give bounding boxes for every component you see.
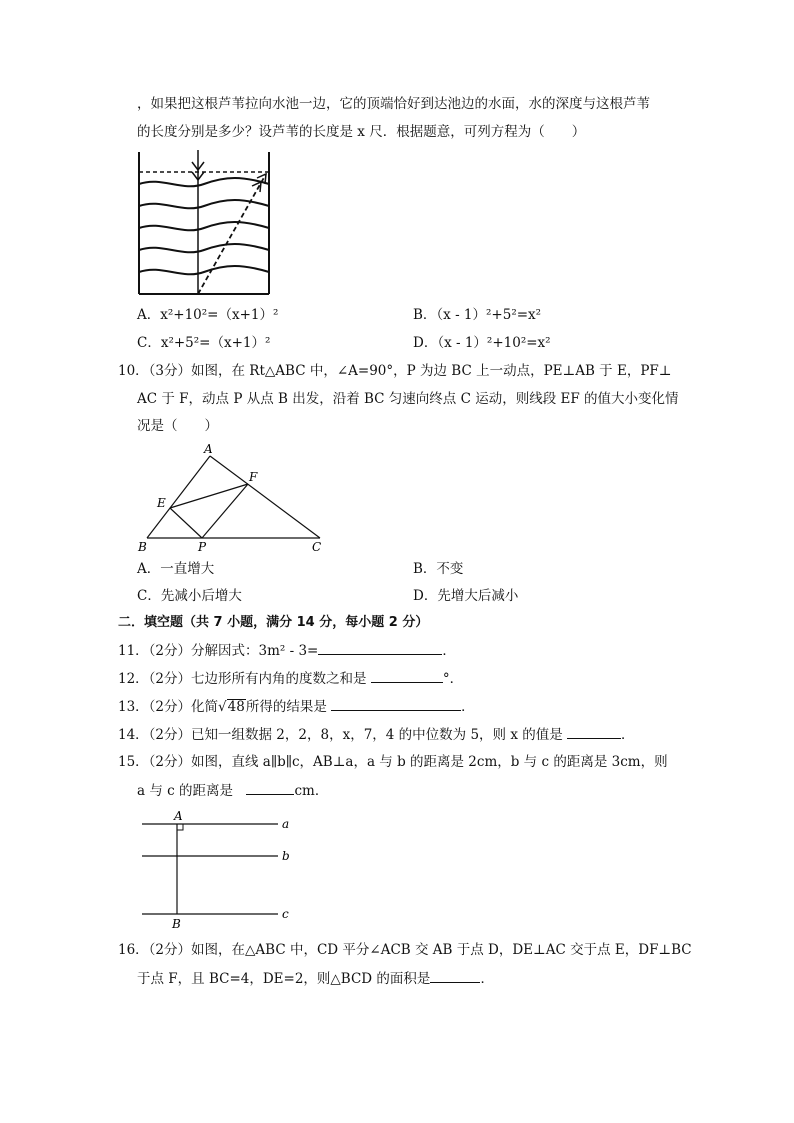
q10-label-f: F bbox=[249, 470, 258, 484]
q12-text: 12．（2分）七边形所有内角的度数之和是 bbox=[118, 671, 367, 687]
q14-answer-blank[interactable] bbox=[567, 725, 621, 739]
q10-option-d[interactable]: D．先增大后减小 bbox=[413, 588, 519, 604]
q11-text: 11．（2分）分解因式：3m² - 3= bbox=[118, 643, 319, 659]
q15-parallel-lines-figure bbox=[138, 808, 298, 932]
radical-sign-icon: √ bbox=[218, 699, 227, 715]
q13-radicand: 48 bbox=[227, 699, 245, 715]
q10-option-a[interactable]: A．一直增大 bbox=[137, 561, 215, 577]
q15-label-a-point: A bbox=[174, 809, 183, 823]
q16-text: 于点 F，且 BC=4，DE=2，则△BCD 的面积是 bbox=[137, 971, 431, 987]
q9-reed-pond-figure bbox=[132, 148, 277, 296]
q12 bbox=[118, 669, 463, 688]
q9-option-a[interactable]: A．x²+10²=（x+1）² bbox=[137, 307, 279, 323]
q15-stem-line2 bbox=[137, 781, 328, 800]
q15-label-line-a: a bbox=[282, 817, 290, 831]
q9-stem-line2: 的长度分别是多少？设芦苇的长度是 x 尺．根据题意，可列方程为（ ） bbox=[137, 124, 586, 140]
q9-option-d[interactable]: D．（x - 1）²+10²=x² bbox=[413, 335, 551, 351]
q13-text: 13．（2分）化简 bbox=[118, 699, 219, 715]
q10-triangle-figure bbox=[135, 440, 335, 555]
q12-answer-blank[interactable] bbox=[371, 669, 443, 683]
q15-suffix: cm． bbox=[294, 783, 329, 799]
q9-stem-line1: ，如果把这根芦苇拉向水池一边，它的顶端恰好到达池边的水面，水的深度与这根芦苇 bbox=[137, 96, 650, 112]
q11-answer-blank[interactable] bbox=[318, 641, 442, 655]
q10-label-a: A bbox=[204, 442, 213, 456]
q10-option-b[interactable]: B．不变 bbox=[413, 561, 464, 577]
q15-text: a 与 c 的距离是 bbox=[137, 783, 233, 799]
q10-stem-line2: AC 于 F，动点 P 从点 B 出发，沿着 BC 匀速向终点 C 运动，则线段 EF 的值大小变化情 bbox=[137, 391, 679, 407]
q14-suffix: ． bbox=[621, 727, 635, 743]
q15-answer-blank[interactable] bbox=[246, 781, 294, 795]
q12-suffix: °． bbox=[442, 671, 464, 687]
q15-stem-line1: 15．（2分）如图，直线 a∥b∥c，AB⊥a，a 与 b 的距离是 2cm，b 与 c 的距离是 3cm，则 bbox=[118, 754, 668, 770]
q10-stem-line3: 况是（ ） bbox=[137, 418, 218, 434]
q11-suffix: ． bbox=[442, 643, 456, 659]
q13-middle: 所得的结果是 bbox=[245, 699, 327, 715]
q10-label-p: P bbox=[198, 540, 207, 554]
q13 bbox=[118, 697, 475, 716]
q10-option-c[interactable]: C．先减小后增大 bbox=[137, 588, 242, 604]
q10-label-c: C bbox=[312, 540, 322, 554]
section2-title: 二．填空题（共 7 小题，满分 14 分，每小题 2 分） bbox=[118, 615, 429, 630]
q10-stem-line1: 10．（3分）如图，在 Rt△ABC 中，∠A=90°，P 为边 BC 上一动点，PE⊥AB 于 E，PF⊥ bbox=[118, 363, 672, 379]
q14 bbox=[118, 725, 635, 744]
q16-suffix: ． bbox=[480, 971, 494, 987]
q9-option-c[interactable]: C．x²+5²=（x+1）² bbox=[137, 335, 271, 351]
q15-label-line-c: c bbox=[282, 907, 289, 921]
q15-label-line-b: b bbox=[282, 849, 290, 863]
q14-text: 14．（2分）已知一组数据 2，2，8，x，7，4 的中位数为 5，则 x 的值是 bbox=[118, 727, 563, 743]
q10-label-e: E bbox=[157, 496, 166, 510]
q10-label-b: B bbox=[138, 540, 147, 554]
q9-option-b[interactable]: B．（x - 1）²+5²=x² bbox=[413, 307, 542, 323]
q11 bbox=[118, 641, 456, 660]
q13-answer-blank[interactable] bbox=[331, 697, 461, 711]
q16-stem-line2 bbox=[137, 969, 494, 988]
q16-stem-line1: 16．（2分）如图，在△ABC 中，CD 平分∠ACB 交 AB 于点 D，DE⊥AC 交于点 E，DF⊥BC bbox=[118, 942, 692, 958]
q15-label-b-point: B bbox=[172, 917, 181, 931]
q13-suffix: ． bbox=[461, 699, 475, 715]
q16-answer-blank[interactable] bbox=[430, 969, 480, 983]
